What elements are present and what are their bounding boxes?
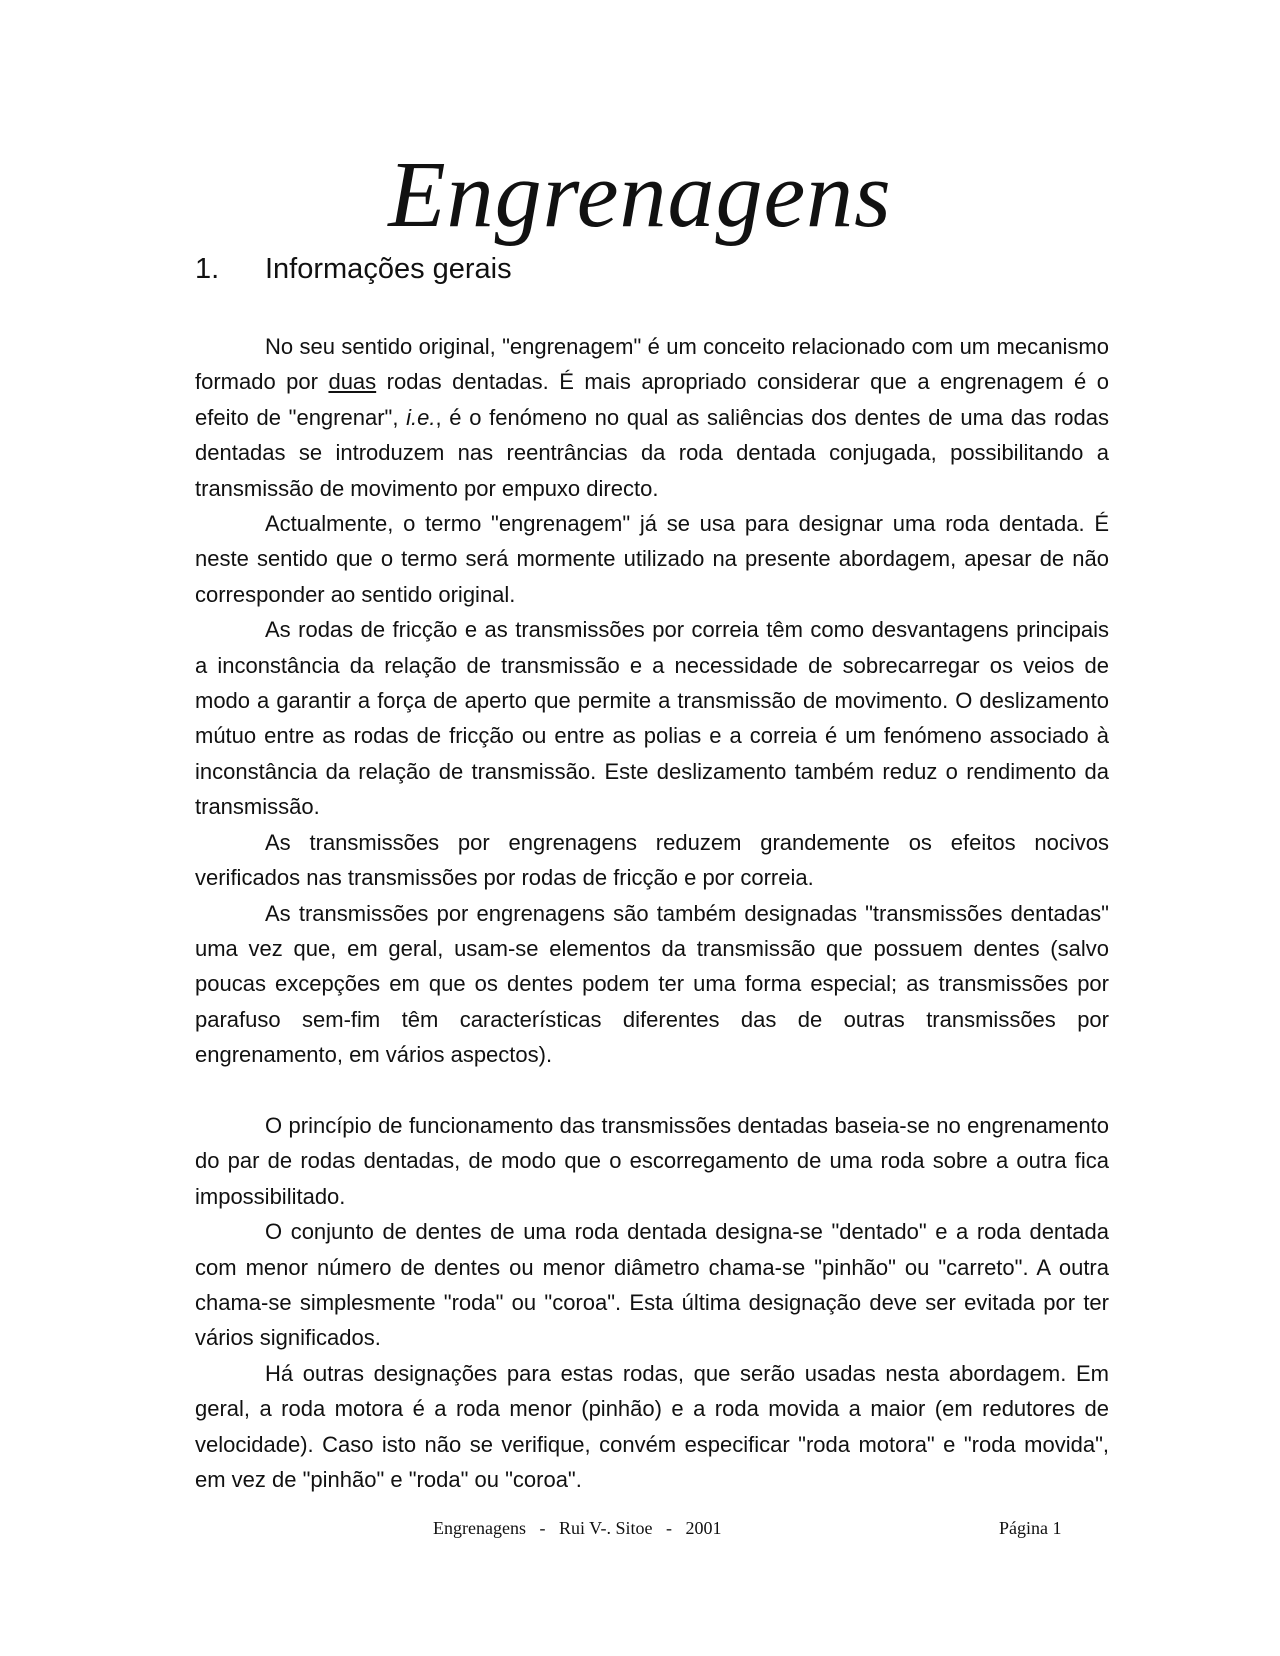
page-footer [0, 1516, 1280, 1540]
section-title: Informações gerais [265, 253, 512, 285]
paragraph-3: As rodas de fricção e as transmissões por correia têm como desvantagens principais a inconstância da relação de transmissão e a necessidade de sobrecarregar os veios de modo a garantir a força de aperto que permite a transmissão de movimento. O deslizamento mútuo entre as rodas de fricção ou entre as polias e a correia é um fenómeno associado à inconstância da relação de transmissão. Este deslizamento também reduz o rendimento da transmissão. [195, 617, 1109, 820]
paragraph-6: O princípio de funcionamento das transmissões dentadas baseia-se no engrenamento do par de rodas dentadas, de modo que o escorregamento de uma roda sobre a outra fica impossibilitado. [195, 1112, 1109, 1209]
document-title: Engrenagens [388, 143, 892, 247]
footer-text: Engrenagens - Rui V-. Sitoe - 2001 [433, 1518, 722, 1538]
page-number: Página 1 [999, 1518, 1062, 1538]
paragraph-1-part-a: No seu sentido original, "engrenagem" é um conceito relacionado com um mecanismo formado por [195, 334, 1109, 395]
italic-abbreviation: i.e. [406, 404, 436, 430]
underlined-word: duas [328, 369, 377, 395]
paragraph-8: Há outras designações para estas rodas, que serão usadas nesta abordagem. Em geral, a roda motora é a roda menor (pinhão) e a roda movida a maior (em redutores de velocidade). Caso isto não se verifique, convém especificar "roda motora" e "roda movida", em vez de "pinhão" e "roda" ou "coroa". [195, 1360, 1109, 1492]
paragraph-5: As transmissões por engrenagens são também designadas "transmissões dentadas" uma vez que, em geral, usam-se elementos da transmissão que possuem dentes (salvo poucas excepções em que os dentes podem ter uma forma especial; as transmissões por parafuso sem-fim têm características diferentes das de outras transmissões por engrenamento, em vários aspectos). [195, 900, 1109, 1068]
paragraph-4: As transmissões por engrenagens reduzem grandemente os efeitos nocivos verificados nas transmissões por rodas de fricção e por correia. [195, 829, 1109, 891]
section-heading [195, 252, 512, 286]
paragraph-1-part-c: rodas dentadas. É mais apropriado considerar que a engrenagem é o efeito de "engrenar", [195, 369, 1109, 430]
section-number: 1. [195, 253, 220, 285]
paragraph-1-part-e: , é o fenómeno no qual as saliências dos dentes de uma das rodas dentadas se introduzem nas reentrâncias da roda dentada conjugada, possibilitando a transmissão de movimento por empuxo directo. [195, 404, 1110, 501]
paragraph-1 [195, 329, 1109, 506]
body-text [195, 329, 1109, 1497]
paragraph-7: O conjunto de dentes de uma roda dentada designa-se "dentado" e a roda dentada com menor número de dentes ou menor diâmetro chama-se "pinhão" ou "carreto". A outra chama-se simplesmente "roda" ou "coroa". Esta última designação deve ser evitada por ter vários significados. [195, 1219, 1109, 1351]
paragraph-2: Actualmente, o termo "engrenagem" já se usa para designar uma roda dentada. É neste sentido que o termo será mormente utilizado na presente abordagem, apesar de não corresponder ao sentido original. [195, 511, 1109, 607]
